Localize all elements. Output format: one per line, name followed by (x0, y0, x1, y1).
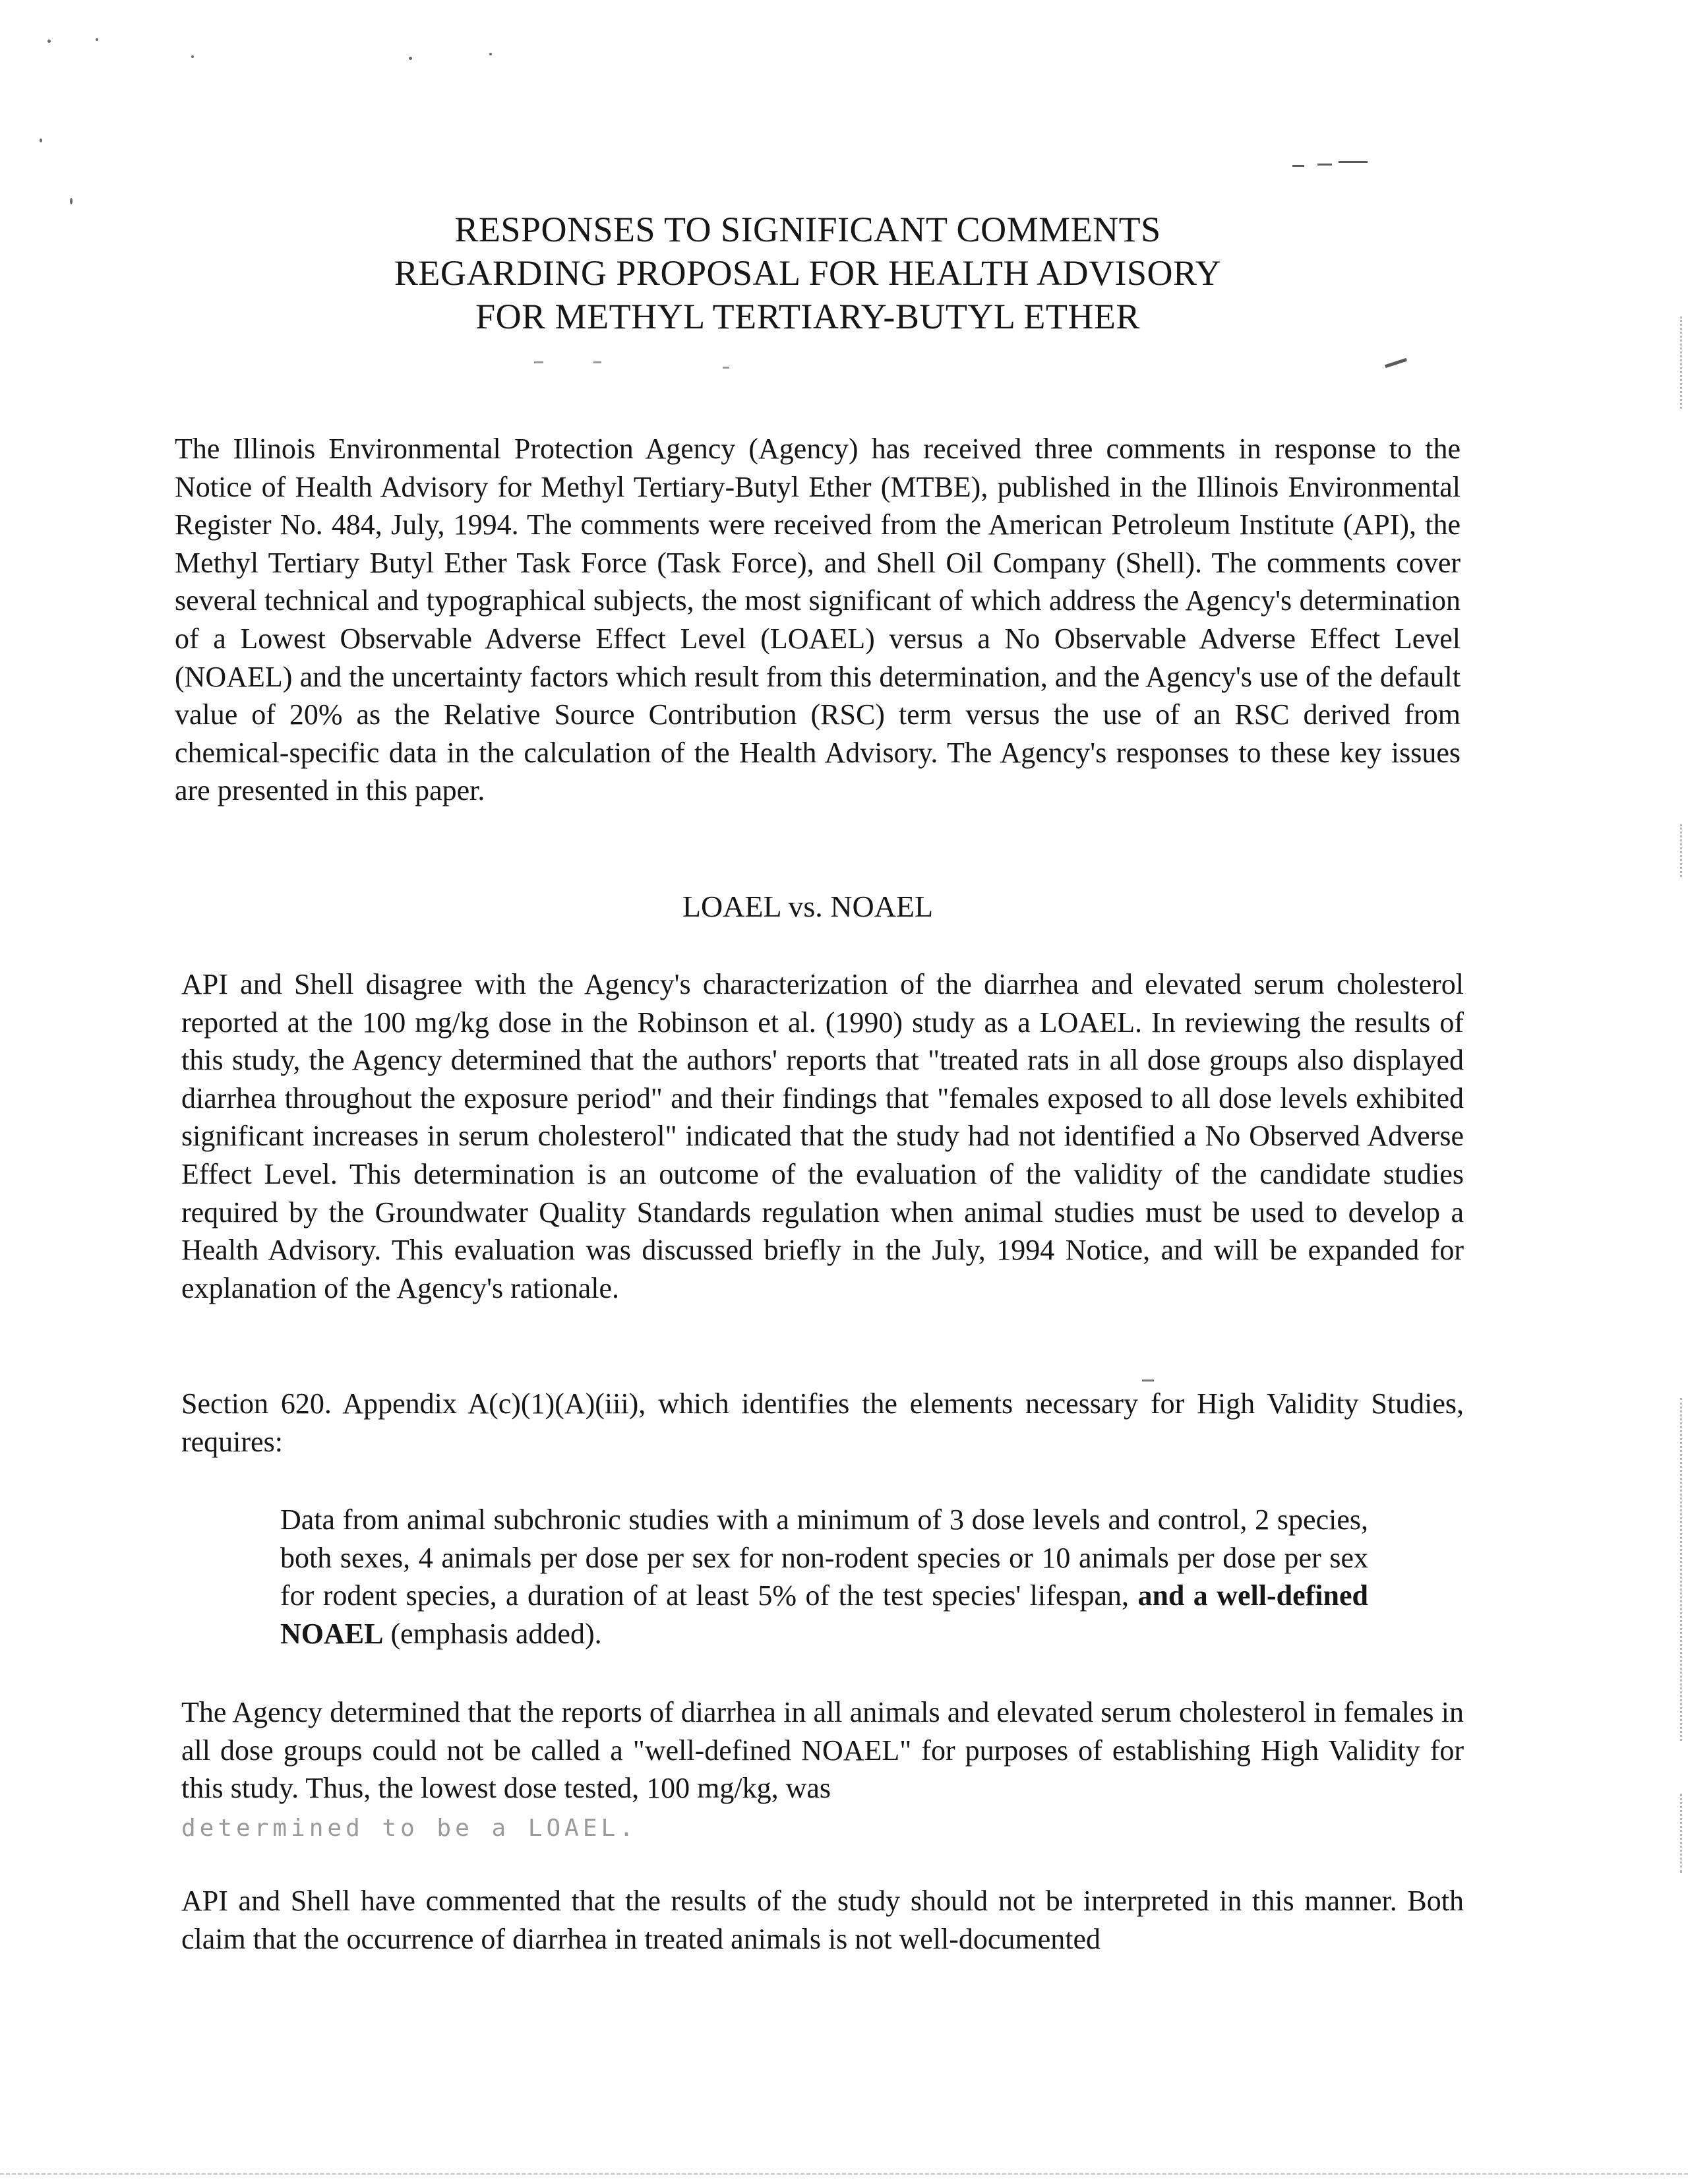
quote-text: Data from animal subchronic studies with a minimum of 3 dose levels and control, 2 species, both sexes, 4 animals per dose per sex for non-rodent species or 10 animals per dose per sex for rodent species, a duration of at least 5% of the test species' lifespan, (280, 1503, 1368, 1612)
loael-paragraph: API and Shell disagree with the Agency's characterization of the diarrhea and elevated serum cholesterol reported at the 100 mg/kg dose in the Robinson et al. (1990) study as a LOAEL. In reviewing the results of this study, the Agency determined that the authors' reports that "treated rats in all dose groups also displayed diarrhea throughout the exposure period" and their findings that "females exposed to all dose levels exhibited significant increases in serum cholesterol" indicated that the study had not identified a No Observed Adverse Effect Level. This determination is an outcome of the evaluation of the validity of the candidate studies required by the Groundwater Quality Standards regulation when animal studies must be used to develop a Health Advisory. This evaluation was discussed briefly in the July, 1994 Notice, and will be expanded for explanation of the Agency's rationale. (181, 968, 1464, 1304)
quote-emphasis: and a well-defined NOAEL (280, 1579, 1368, 1650)
scan-edge-dots (1680, 824, 1685, 877)
section-heading: LOAEL vs. NOAEL (682, 890, 934, 923)
scan-bottom-edge (0, 2173, 1688, 2177)
scan-speck (409, 57, 412, 60)
scan-mark (723, 367, 729, 369)
scan-speck (191, 55, 194, 58)
scan-mark (593, 361, 601, 363)
document-title (0, 208, 1615, 338)
scan-mark (1385, 358, 1407, 368)
block-quote (280, 1501, 1368, 1653)
scan-mark (1317, 164, 1332, 166)
scan-edge-dots (1680, 1398, 1685, 1741)
scan-mark (1339, 161, 1368, 163)
intro-paragraph: The Illinois Environmental Protection Agency (Agency) has received three comments in response to the Notice of Health Advisory for Methyl Tertiary-Butyl Ether (MTBE), published in the Illinois Environmental Register No. 484, July, 1994. The comments were received from the American Petroleum Institute (API), the Methyl Tertiary Butyl Ether Task Force (Task Force), and Shell Oil Company (Shell). The comments cover several technical and typographical subjects, the most significant of which address the Agency's determination of a Lowest Observable Adverse Effect Level (LOAEL) versus a No Observable Adverse Effect Level (NOAEL) and the uncertainty factors which result from this determination, and the Agency's use of the default value of 20% as the Relative Source Contribution (RSC) term versus the use of an RSC derived from chemical-specific data in the calculation of the Health Advisory. The Agency's responses to these key issues are presented in this paper. (175, 433, 1461, 807)
comment-paragraph: API and Shell have commented that the results of the study should not be interpreted in this manner. Both claim that the occurrence of diarrhea in treated animals is not well-documented (181, 1885, 1464, 1955)
quote-tail: (emphasis added). (390, 1617, 602, 1650)
section-620-paragraph: Section 620. Appendix A(c)(1)(A)(iii), which identifies the elements necessary for High Validity Studies, requires: (181, 1387, 1464, 1458)
scan-mark (1292, 165, 1304, 167)
title-line-3: FOR METHYL TERTIARY-BUTYL ETHER (475, 297, 1140, 336)
scan-speck (40, 138, 42, 142)
determination-text: The Agency determined that the reports of diarrhea in all animals and elevated serum cholesterol in females in all dose groups could not be called a "well-defined NOAEL" for purposes of establishing High Validity for this study. Thus, the lowest dose tested, 100 mg/kg, was (181, 1696, 1464, 1805)
scan-mark (534, 361, 543, 363)
determination-paragraph (181, 1693, 1464, 1847)
scan-speck (47, 40, 51, 43)
scan-edge-dots (1680, 317, 1685, 409)
title-line-1: RESPONSES TO SIGNIFICANT COMMENTS (454, 210, 1161, 249)
scan-speck (96, 38, 98, 41)
scan-speck (70, 198, 73, 204)
faded-text: determined to be a LOAEL. (181, 1814, 638, 1842)
scan-speck (489, 53, 492, 55)
scan-mark (1142, 1380, 1154, 1381)
scan-edge-dots (1680, 1794, 1685, 1873)
title-line-2: REGARDING PROPOSAL FOR HEALTH ADVISORY (394, 253, 1222, 293)
